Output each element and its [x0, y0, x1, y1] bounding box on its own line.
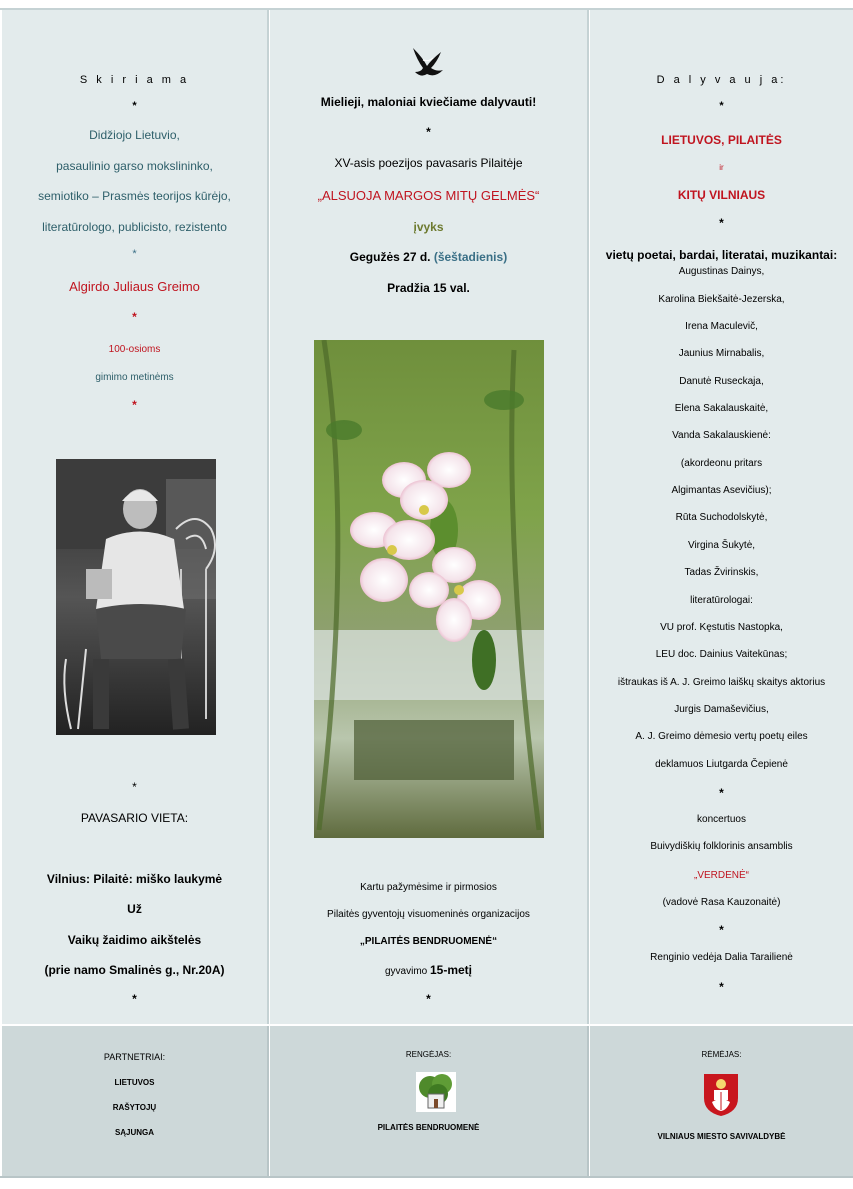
star-divider: * [719, 100, 724, 112]
participant-line: literatūrologai: [690, 595, 753, 606]
partners-panel [2, 1026, 269, 1176]
star-divider: * [132, 248, 137, 260]
anniversary-intro: Kartu pažymėsime ir pirmosios [360, 882, 497, 893]
apple-blossom-photo [314, 340, 544, 838]
anniversary-number: 100-osioms [108, 344, 161, 355]
event-title: „ALSUOJA MARGOS MITŲ GELMĖS“ [317, 188, 540, 203]
participants-origin: LIETUVOS, PILAITĖS [661, 133, 782, 147]
star-divider: * [132, 992, 137, 1006]
star-divider: * [719, 216, 724, 230]
greimas-portrait [56, 459, 216, 735]
participant-line: Irena Maculevič, [685, 321, 758, 332]
organization-name: „PILAITĖS BENDRUOMENĖ“ [359, 936, 498, 947]
star-divider: * [719, 923, 724, 937]
participant-line: „VERDENĖ“ [693, 870, 749, 881]
vilnius-coat-of-arms-icon [702, 1072, 740, 1118]
participant-line: Jurgis Damaševičius, [674, 704, 769, 715]
participant-line: Vanda Sakalauskienė: [672, 430, 771, 441]
dedication-line: semiotiko – Prasmės teorijos kūrėjo, [38, 189, 231, 203]
participant-line: Karolina Biekšaitė-Jezerska, [658, 294, 785, 305]
right-column [590, 10, 853, 1024]
venue-address: (prie namo Smalinės g., Nr.20A) [44, 963, 225, 977]
event-takes-place: įvyks [413, 220, 444, 234]
star-divider: * [132, 398, 137, 412]
participant-line: Tadas Žvirinskis, [684, 567, 759, 578]
bottom-rule [0, 1176, 853, 1178]
community-logo-icon [416, 1072, 456, 1112]
participant-line: Augustinas Dainys, [678, 266, 765, 277]
participant-line: LEU doc. Dainius Vaitekūnas; [655, 649, 788, 660]
invitation-line: Mielieji, maloniai kviečiame dalyvauti! [320, 95, 537, 109]
partners-label: PARTNETRIAI: [103, 1052, 166, 1062]
participants-label: D a l y v a u j a: [656, 74, 787, 86]
event-time: Pradžia 15 val. [387, 281, 470, 295]
event-subtitle: XV-asis poezijos pavasaris Pilaitėje [334, 156, 523, 170]
anniversary-label: gimimo metinėms [95, 372, 174, 383]
sponsor-panel [590, 1026, 853, 1176]
dedication-line: Didžiojo Lietuvio, [89, 128, 180, 142]
sponsor-label: RĖMĖJAS: [701, 1050, 742, 1059]
venue-line: Vilnius: Pilaitė: miško laukymė [46, 872, 223, 886]
star-divider: * [426, 992, 431, 1006]
participant-line: (akordeonu pritars [680, 458, 763, 469]
left-column [2, 10, 269, 1024]
venue-line: Už [127, 902, 142, 916]
participant-line: Elena Sakalauskaitė, [674, 403, 769, 414]
participant-line: koncertuos [697, 814, 746, 825]
dedication-line: pasaulinio garso mokslininko, [56, 159, 213, 173]
participant-line: (vadovė Rasa Kauzonaitė) [662, 897, 781, 908]
organizer-label: RENGĖJAS: [405, 1050, 452, 1059]
participant-line: Danutė Ruseckaja, [679, 376, 764, 387]
event-weekday: (šeštadienis) [433, 250, 508, 264]
organizer-panel [270, 1026, 589, 1176]
partner-name: RAŠYTOJŲ [112, 1103, 157, 1112]
participant-line: Jaunius Mirnabalis, [678, 348, 765, 359]
participant-line: Renginio vedėja Dalia Tarailienė [650, 952, 793, 963]
star-divider: * [132, 100, 137, 112]
bird-logo-icon [409, 40, 449, 80]
partner-name: LIETUVOS [114, 1078, 155, 1087]
sponsor-name: VILNIAUS MIESTO SAVIVALDYBĖ [657, 1132, 786, 1141]
dedication-label: S k i r i a m a [79, 74, 190, 86]
star-divider: * [426, 125, 431, 139]
participant-line: Buivydiškių folklorinis ansamblis [650, 841, 793, 852]
star-divider: * [719, 786, 724, 800]
partner-name: SĄJUNGA [114, 1128, 155, 1137]
participant-line: ištraukas iš A. J. Greimo laiškų skaitys aktorius [617, 677, 826, 688]
organizer-name: PILAITĖS BENDRUOMENĖ [377, 1123, 480, 1132]
honoree-name: Algirdo Juliaus Greimo [69, 279, 200, 294]
participant-line: VU prof. Kęstutis Nastopka, [660, 622, 783, 633]
star-divider: * [132, 780, 137, 794]
middle-column [270, 10, 589, 1024]
participant-line: Rūta Suchodolskytė, [675, 512, 768, 523]
venue-label: PAVASARIO VIETA: [80, 811, 189, 825]
participant-line: Algimantas Asevičius); [671, 485, 772, 496]
star-divider: * [719, 980, 724, 994]
participant-line: Virgina Šukytė, [687, 540, 756, 551]
organization-anniversary: gyvavimo 15-metį [384, 963, 473, 977]
star-divider: * [132, 310, 137, 324]
event-date: Gegužės 27 d. (šeštadienis) [349, 250, 508, 264]
participants-origin: ir [719, 163, 724, 172]
participant-line: A. J. Greimo dėmesio vertų poetų eiles [635, 731, 808, 742]
participants-heading: vietų poetai, bardai, literatai, muzikantai: [605, 248, 838, 262]
anniversary-intro: Pilaitės gyventojų visuomeninės organizacijos [327, 909, 530, 920]
dedication-line: literatūrologo, publicisto, rezistento [42, 220, 227, 234]
participant-line: deklamuos Liutgarda Čepienė [655, 759, 788, 770]
participants-origin: KITŲ VILNIAUS [677, 188, 766, 202]
venue-line: Vaikų žaidimo aikštelės [67, 933, 202, 947]
